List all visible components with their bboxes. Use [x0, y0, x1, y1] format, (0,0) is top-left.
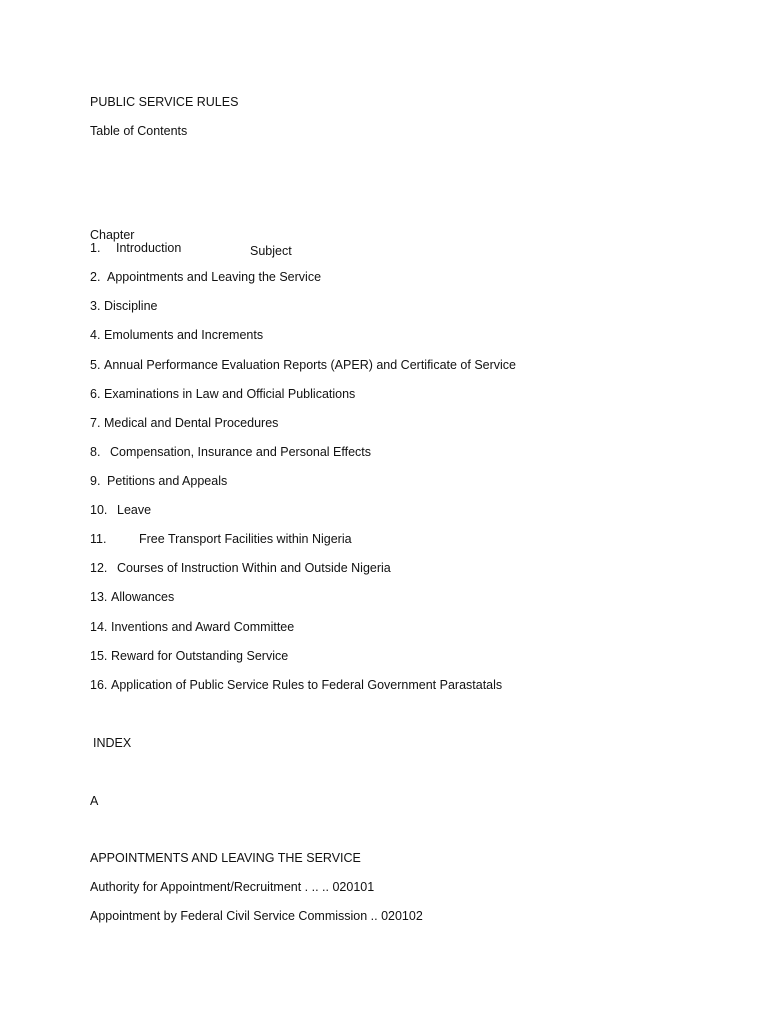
subject-column-label: Subject	[250, 244, 292, 258]
document-title: PUBLIC SERVICE RULES	[90, 95, 239, 109]
toc-item	[90, 560, 391, 576]
toc-item-title: Examinations in Law and Official Publications	[104, 387, 356, 401]
toc-item-number: 15.	[90, 649, 108, 663]
document-subtitle: Table of Contents	[90, 124, 188, 138]
toc-item-title: Compensation, Insurance and Personal Effects	[110, 445, 372, 459]
chapter-column-label: Chapter	[90, 228, 135, 242]
toc-item-number: 4.	[90, 328, 101, 342]
toc-item-number: 14.	[90, 620, 108, 634]
toc-item-title: Inventions and Award Committee	[111, 620, 295, 634]
toc-item	[90, 444, 371, 460]
toc-item-title: Application of Public Service Rules to Federal Government Parastatals	[111, 678, 503, 692]
toc-item-title: Free Transport Facilities within Nigeria	[139, 532, 352, 546]
toc-item	[90, 531, 352, 547]
toc-item-title: Annual Performance Evaluation Reports (APER) and Certificate of Service	[104, 358, 516, 372]
toc-item-title: Appointments and Leaving the Service	[107, 270, 322, 284]
toc-item-title: Reward for Outstanding Service	[111, 649, 289, 663]
toc-item-number: 5.	[90, 358, 101, 372]
index-heading: INDEX	[93, 736, 132, 750]
toc-item	[90, 677, 502, 693]
toc-item-number: 12.	[90, 561, 108, 575]
toc-item	[90, 357, 516, 373]
index-letter: A	[90, 794, 99, 808]
toc-item-number: 8.	[90, 445, 101, 459]
toc-item-title: Allowances	[111, 590, 175, 604]
toc-item	[90, 327, 263, 343]
toc-item-number: 16.	[90, 678, 108, 692]
toc-item	[90, 415, 278, 431]
toc-item-title: Medical and Dental Procedures	[104, 416, 279, 430]
toc-item	[90, 240, 181, 256]
toc-item-number: 6.	[90, 387, 101, 401]
toc-item-number: 7.	[90, 416, 101, 430]
toc-item	[90, 386, 355, 402]
toc-item-title: Discipline	[104, 299, 158, 313]
toc-item	[90, 269, 321, 285]
toc-item-number: 2.	[90, 270, 101, 284]
toc-item-title: Courses of Instruction Within and Outside Nigeria	[117, 561, 391, 575]
toc-item-number: 9.	[90, 474, 101, 488]
index-entry: Authority for Appointment/Recruitment . .. .. 020101	[90, 880, 375, 894]
toc-item	[90, 619, 294, 635]
index-section-heading: APPOINTMENTS AND LEAVING THE SERVICE	[90, 851, 361, 865]
toc-item	[90, 648, 288, 664]
toc-item-title: Leave	[117, 503, 152, 517]
toc-item	[90, 589, 174, 605]
toc-item	[90, 473, 227, 489]
index-entry: Appointment by Federal Civil Service Commission .. 020102	[90, 909, 423, 923]
toc-item-number: 13.	[90, 590, 108, 604]
toc-item	[90, 298, 158, 314]
toc-item-title: Emoluments and Increments	[104, 328, 264, 342]
toc-item-title: Introduction	[116, 241, 182, 255]
toc-item-number: 1.	[90, 241, 101, 255]
toc-item	[90, 502, 151, 518]
toc-item-title: Petitions and Appeals	[107, 474, 228, 488]
toc-item-number: 11.	[90, 532, 107, 546]
toc-item-number: 10.	[90, 503, 108, 517]
toc-item-number: 3.	[90, 299, 101, 313]
